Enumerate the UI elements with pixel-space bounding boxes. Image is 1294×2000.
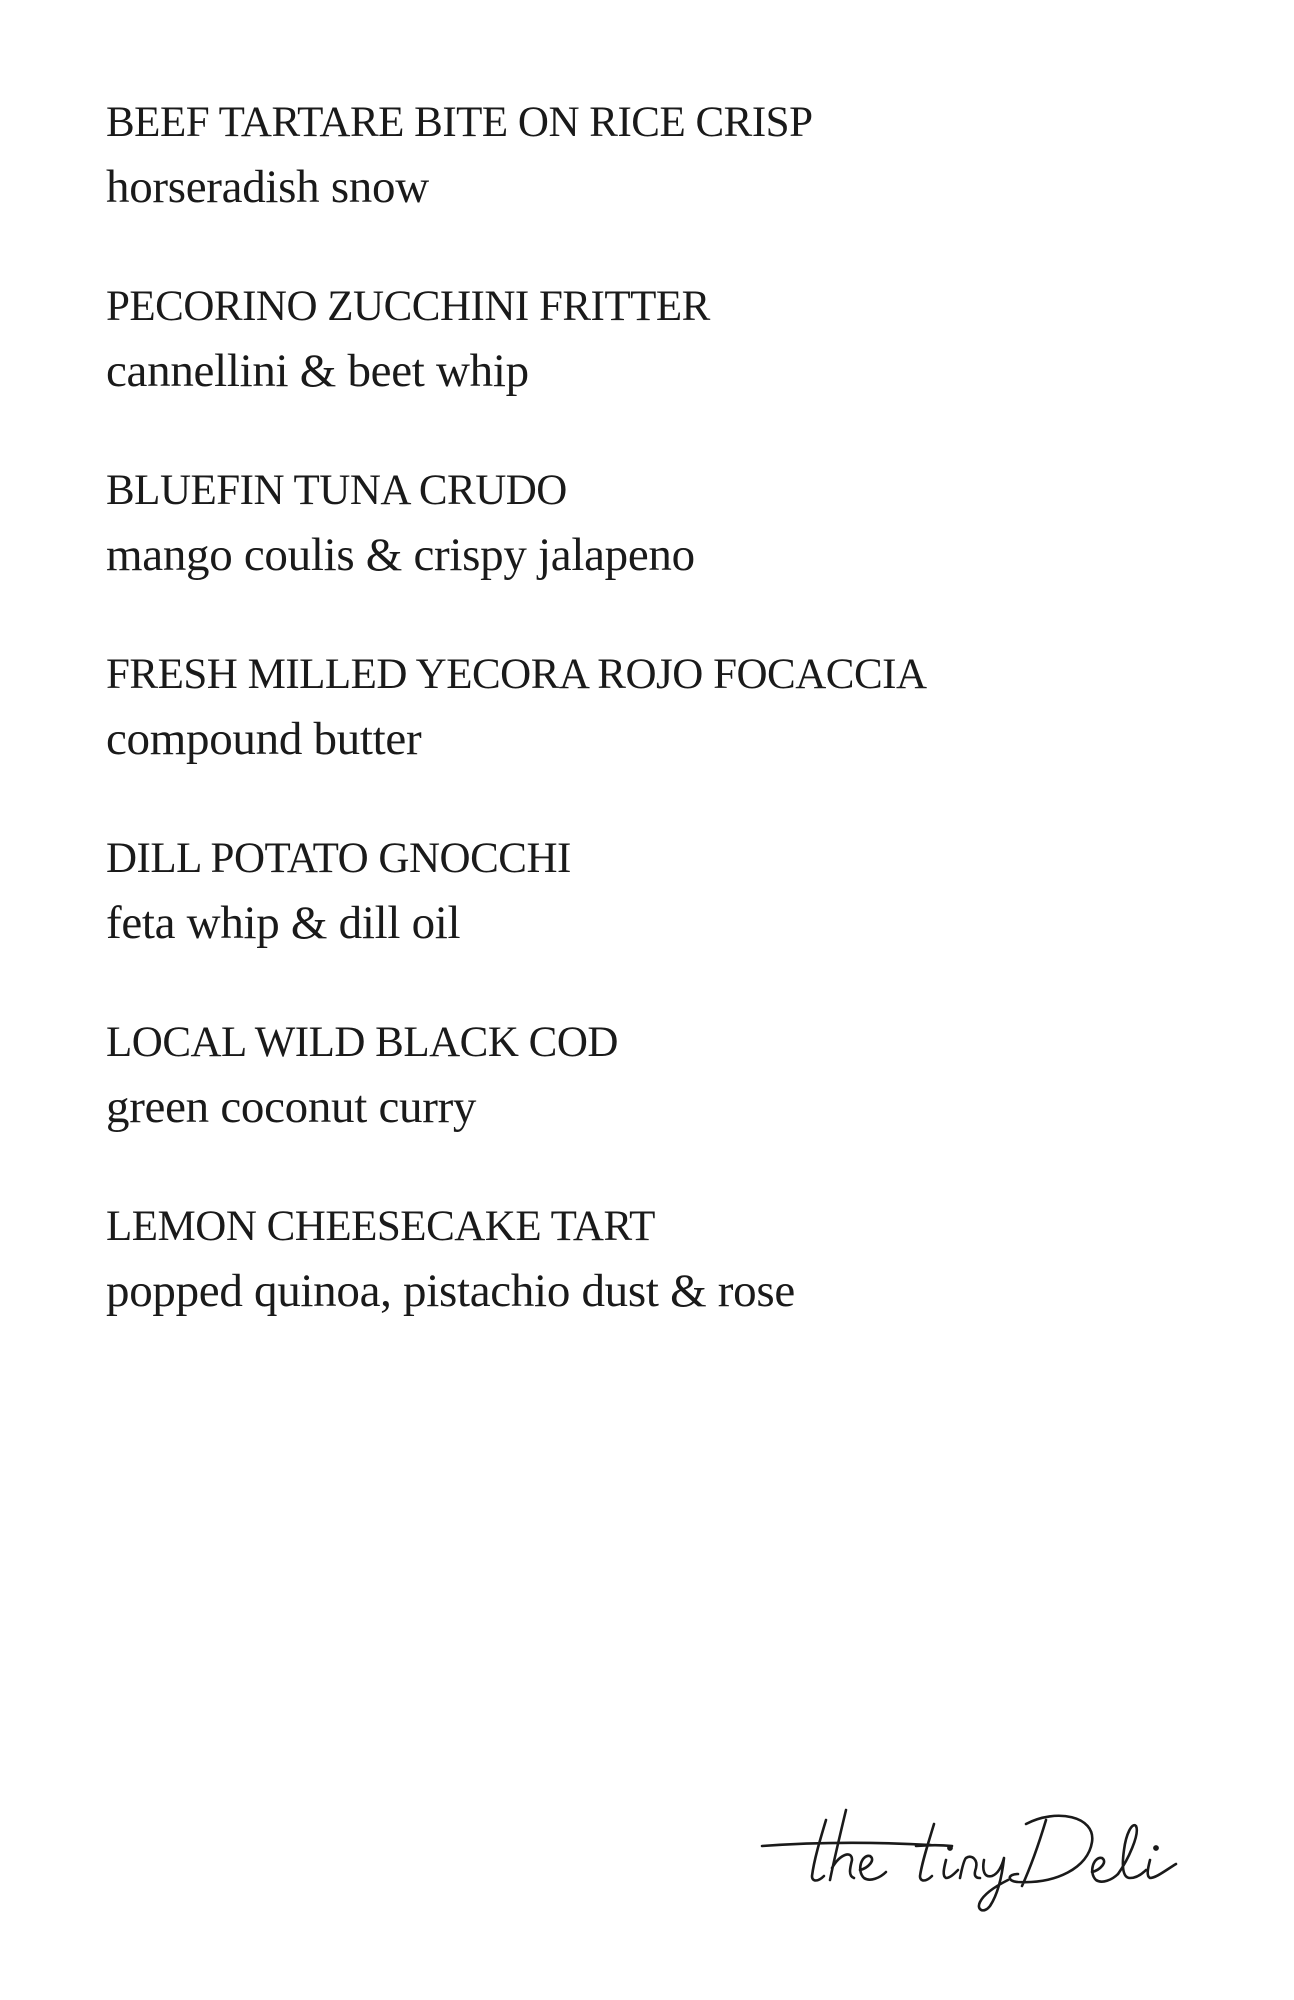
dish-description: horseradish snow [106, 161, 429, 213]
dish-name: PECORINO ZUCCHINI FRITTER [106, 283, 710, 330]
dish-description: compound butter [106, 713, 422, 765]
menu-course [106, 96, 1206, 216]
menu-course [106, 1200, 1206, 1320]
menu-course [106, 1016, 1206, 1136]
signature-logo [756, 1790, 1196, 1920]
tasting-menu [106, 96, 1206, 1384]
dish-name: LOCAL WILD BLACK COD [106, 1019, 618, 1066]
menu-course [106, 648, 1206, 768]
dish-name: LEMON CHEESECAKE TART [106, 1203, 655, 1250]
dish-description: cannellini & beet whip [106, 345, 529, 397]
menu-course [106, 464, 1206, 584]
dish-name: FRESH MILLED YECORA ROJO FOCACCIA [106, 651, 927, 698]
dish-name: DILL POTATO GNOCCHI [106, 835, 571, 882]
signature-logo-icon [756, 1790, 1196, 1920]
menu-course [106, 280, 1206, 400]
menu-course [106, 832, 1206, 952]
dish-description: green coconut curry [106, 1081, 477, 1133]
dish-description: popped quinoa, pistachio dust & rose [106, 1265, 795, 1317]
dish-description: feta whip & dill oil [106, 897, 461, 949]
dish-name: BLUEFIN TUNA CRUDO [106, 467, 567, 514]
dish-name: BEEF TARTARE BITE ON RICE CRISP [106, 99, 813, 146]
dish-description: mango coulis & crispy jalapeno [106, 529, 695, 581]
